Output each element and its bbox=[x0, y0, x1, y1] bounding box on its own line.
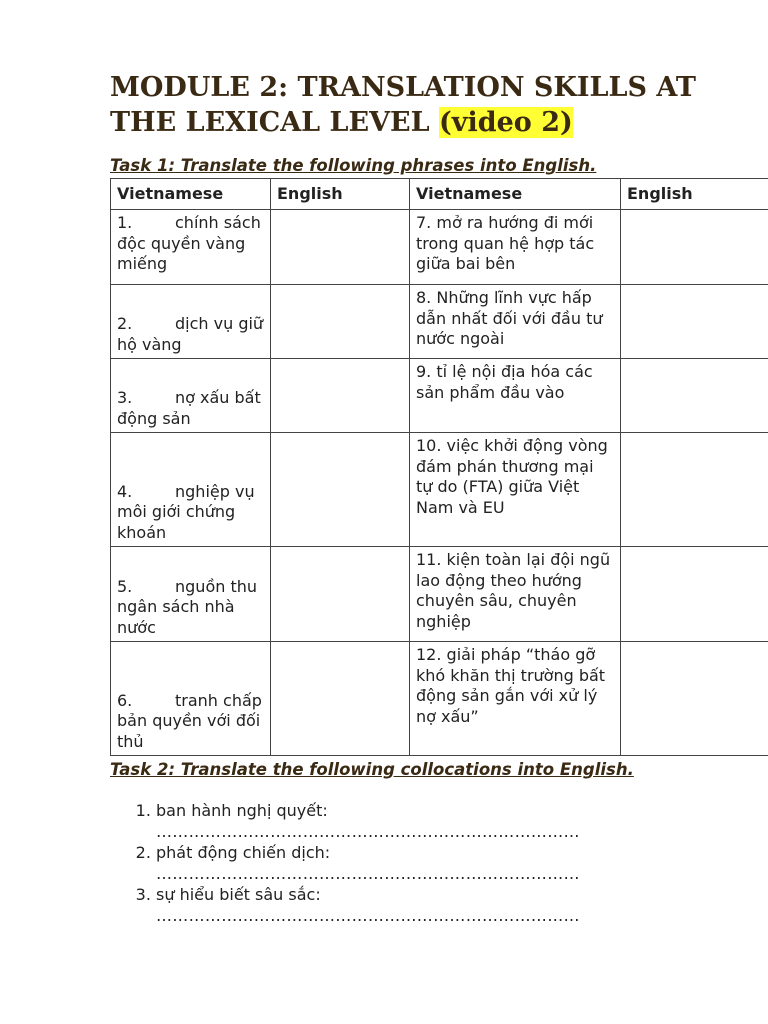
english-answer-cell[interactable] bbox=[271, 547, 410, 642]
vietnamese-phrase-cell: 4. nghiệp vụ môi giới chứng khoán bbox=[111, 433, 271, 547]
collocation-list bbox=[110, 800, 716, 926]
english-answer-cell[interactable] bbox=[271, 285, 410, 359]
title-main: MODULE 2: TRANSLATION SKILLS AT THE LEXICAL LEVEL bbox=[110, 72, 696, 138]
column-header-english: English bbox=[271, 179, 410, 210]
table-row bbox=[111, 547, 768, 642]
collocation-phrase: 2. phát động chiến dịch: bbox=[156, 843, 331, 862]
vietnamese-phrase-cell: 7. mở ra hướng đi mới trong quan hệ hợp tác giữa bai bên bbox=[410, 210, 621, 285]
vietnamese-phrase-cell: 5. nguồn thu ngân sách nhà nước bbox=[111, 547, 271, 642]
task2-heading: Task 2: Translate the following collocations into English. bbox=[110, 760, 634, 779]
list-item bbox=[156, 800, 716, 842]
english-answer-cell[interactable] bbox=[621, 642, 768, 756]
column-header-vietnamese: Vietnamese bbox=[111, 179, 271, 210]
english-answer-cell[interactable] bbox=[271, 642, 410, 756]
english-answer-cell[interactable] bbox=[621, 210, 768, 285]
column-header-vietnamese: Vietnamese bbox=[410, 179, 621, 210]
english-answer-cell[interactable] bbox=[621, 285, 768, 359]
vietnamese-phrase-cell: 2. dịch vụ giữ hộ vàng bbox=[111, 285, 271, 359]
column-header-english: English bbox=[621, 179, 768, 210]
table-row bbox=[111, 433, 768, 547]
english-answer-cell[interactable] bbox=[621, 547, 768, 642]
translation-table bbox=[110, 178, 768, 756]
task1-heading: Task 1: Translate the following phrases into English. bbox=[110, 156, 597, 175]
table-row bbox=[111, 285, 768, 359]
list-item bbox=[156, 884, 716, 926]
collocation-phrase: 3. sự hiểu biết sâu sắc: bbox=[156, 885, 321, 904]
table-header-row bbox=[111, 179, 768, 210]
answer-blank[interactable]: …………………………………………………………………… bbox=[156, 864, 580, 883]
table-row bbox=[111, 210, 768, 285]
vietnamese-phrase-cell: 3. nợ xấu bất động sản bbox=[111, 359, 271, 433]
collocation-phrase: 1. ban hành nghị quyết: bbox=[156, 801, 328, 820]
vietnamese-phrase-cell: 8. Những lĩnh vực hấp dẫn nhất đối với đầu tư nước ngoài bbox=[410, 285, 621, 359]
english-answer-cell[interactable] bbox=[271, 359, 410, 433]
list-item bbox=[156, 842, 716, 884]
english-answer-cell[interactable] bbox=[271, 210, 410, 285]
table-row bbox=[111, 359, 768, 433]
vietnamese-phrase-cell: 11. kiện toàn lại đội ngũ lao động theo hướng chuyên sâu, chuyên nghiệp bbox=[410, 547, 621, 642]
answer-blank[interactable]: …………………………………………………………………… bbox=[156, 906, 580, 925]
answer-blank[interactable]: …………………………………………………………………… bbox=[156, 822, 580, 841]
vietnamese-phrase-cell: 6. tranh chấp bản quyền với đối thủ bbox=[111, 642, 271, 756]
vietnamese-phrase-cell: 10. việc khởi động vòng đám phán thương mại tự do (FTA) giữa Việt Nam và EU bbox=[410, 433, 621, 547]
table-row bbox=[111, 642, 768, 756]
title-highlight: (video 2) bbox=[439, 107, 573, 138]
vietnamese-phrase-cell: 12. giải pháp “tháo gỡ khó khăn thị trường bất động sản gắn với xử lý nợ xấu” bbox=[410, 642, 621, 756]
vietnamese-phrase-cell: 1. chính sách độc quyền vàng miếng bbox=[111, 210, 271, 285]
vietnamese-phrase-cell: 9. tỉ lệ nội địa hóa các sản phẩm đầu vào bbox=[410, 359, 621, 433]
document-title bbox=[110, 70, 750, 140]
english-answer-cell[interactable] bbox=[621, 433, 768, 547]
english-answer-cell[interactable] bbox=[621, 359, 768, 433]
english-answer-cell[interactable] bbox=[271, 433, 410, 547]
